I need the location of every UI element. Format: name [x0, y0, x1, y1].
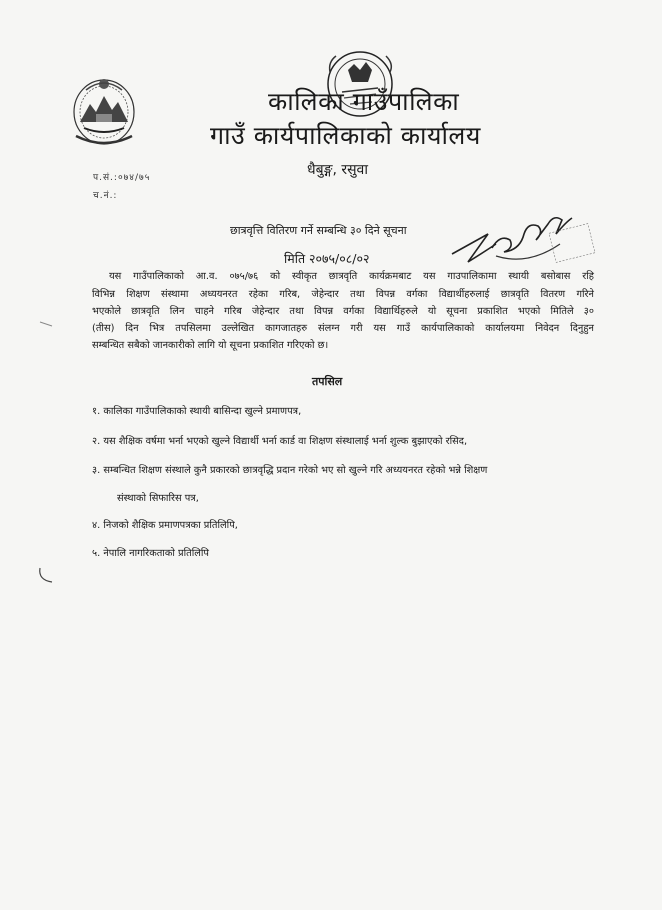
notice-body-line: सम्बन्धित सबैको जानकारीको लागि यो सूचना प्रकाशित गरिएको छ। [92, 340, 329, 351]
tapsil-item: २. यस शैक्षिक वर्षमा भर्ना भएको खुल्ने विद्यार्थी भर्ना कार्ड वा शिक्षण संस्थालाई भर्ना शुल्क बुझाएको रसिद, [92, 436, 468, 447]
notice-body-line: भएकोले छात्रवृति लिन चाहने गरिब जेहेन्दार तथा विपन्न वर्गका विद्यार्थिहरुले यो सूचना प्रकाशित भएको मितिले ३० [92, 306, 594, 317]
notice-body-line: विभिन्न शिक्षण संस्थामा अध्ययनरत रहेका गरिब, जेहेन्दार तथा विपन्न वर्गका विद्यार्थीहरुलाई छात्रवृति वितरण गरिने [92, 289, 594, 300]
office-address: धैबुङ्ग, रसुवा [307, 162, 368, 178]
notice-body-line: (तीस) दिन भित्र तपसिलमा उल्लेखित कागजातहरु संलग्न गरी यस गाउँ कार्यपालिकाको कार्यालयमा निवेदन दिनुहुन [92, 323, 594, 334]
tapsil-item: १. कालिका गाउँपालिकाको स्थायी बासिन्दा खुल्ने प्रमाणपत्र, [92, 406, 302, 417]
notice-body-line: यस गाउँपालिकाको आ.व. ०७५/७६ को स्वीकृत छात्रवृति कार्यक्रमबाट यस गाउपालिकामा स्थायी बसोबास रहि [109, 271, 594, 282]
nepal-emblem-icon [66, 70, 142, 152]
punch-hole-mark [36, 566, 56, 586]
dispatch-number: च.नं.: [93, 191, 118, 201]
tapsil-item: ४. निजको शैक्षिक प्रमाणपत्रका प्रतिलिपि, [92, 520, 238, 531]
office-title-line1: कालिका गाउँपालिका [268, 87, 460, 116]
notice-subject: छात्रवृत्ति वितिरण गर्ने सम्बन्धि ३० दिने सूचना [230, 224, 407, 237]
notice-date: मिति २०७५/०८/०२ [284, 251, 370, 266]
handwritten-signature [448, 204, 598, 276]
tapsil-item-continued: संस्थाको सिफारिस पत्र, [117, 493, 199, 504]
scan-mark [38, 318, 54, 330]
office-title-line2: गाउँ कार्यपालिकाको कार्यालय [210, 121, 481, 150]
tapsil-item: ५. नेपालि नागरिकताको प्रतिलिपि [92, 548, 209, 559]
tapsil-heading: तपसिल [312, 375, 343, 388]
letter-number: प.सं.:०७४/७५ [93, 173, 151, 183]
tapsil-item: ३. सम्बन्धित शिक्षण संस्थाले कुनै प्रकारको छात्रवृद्धि प्रदान गरेको भए सो खुल्ने गरि अध्ययनरत रहेको भन्ने शिक्षण [92, 465, 488, 476]
